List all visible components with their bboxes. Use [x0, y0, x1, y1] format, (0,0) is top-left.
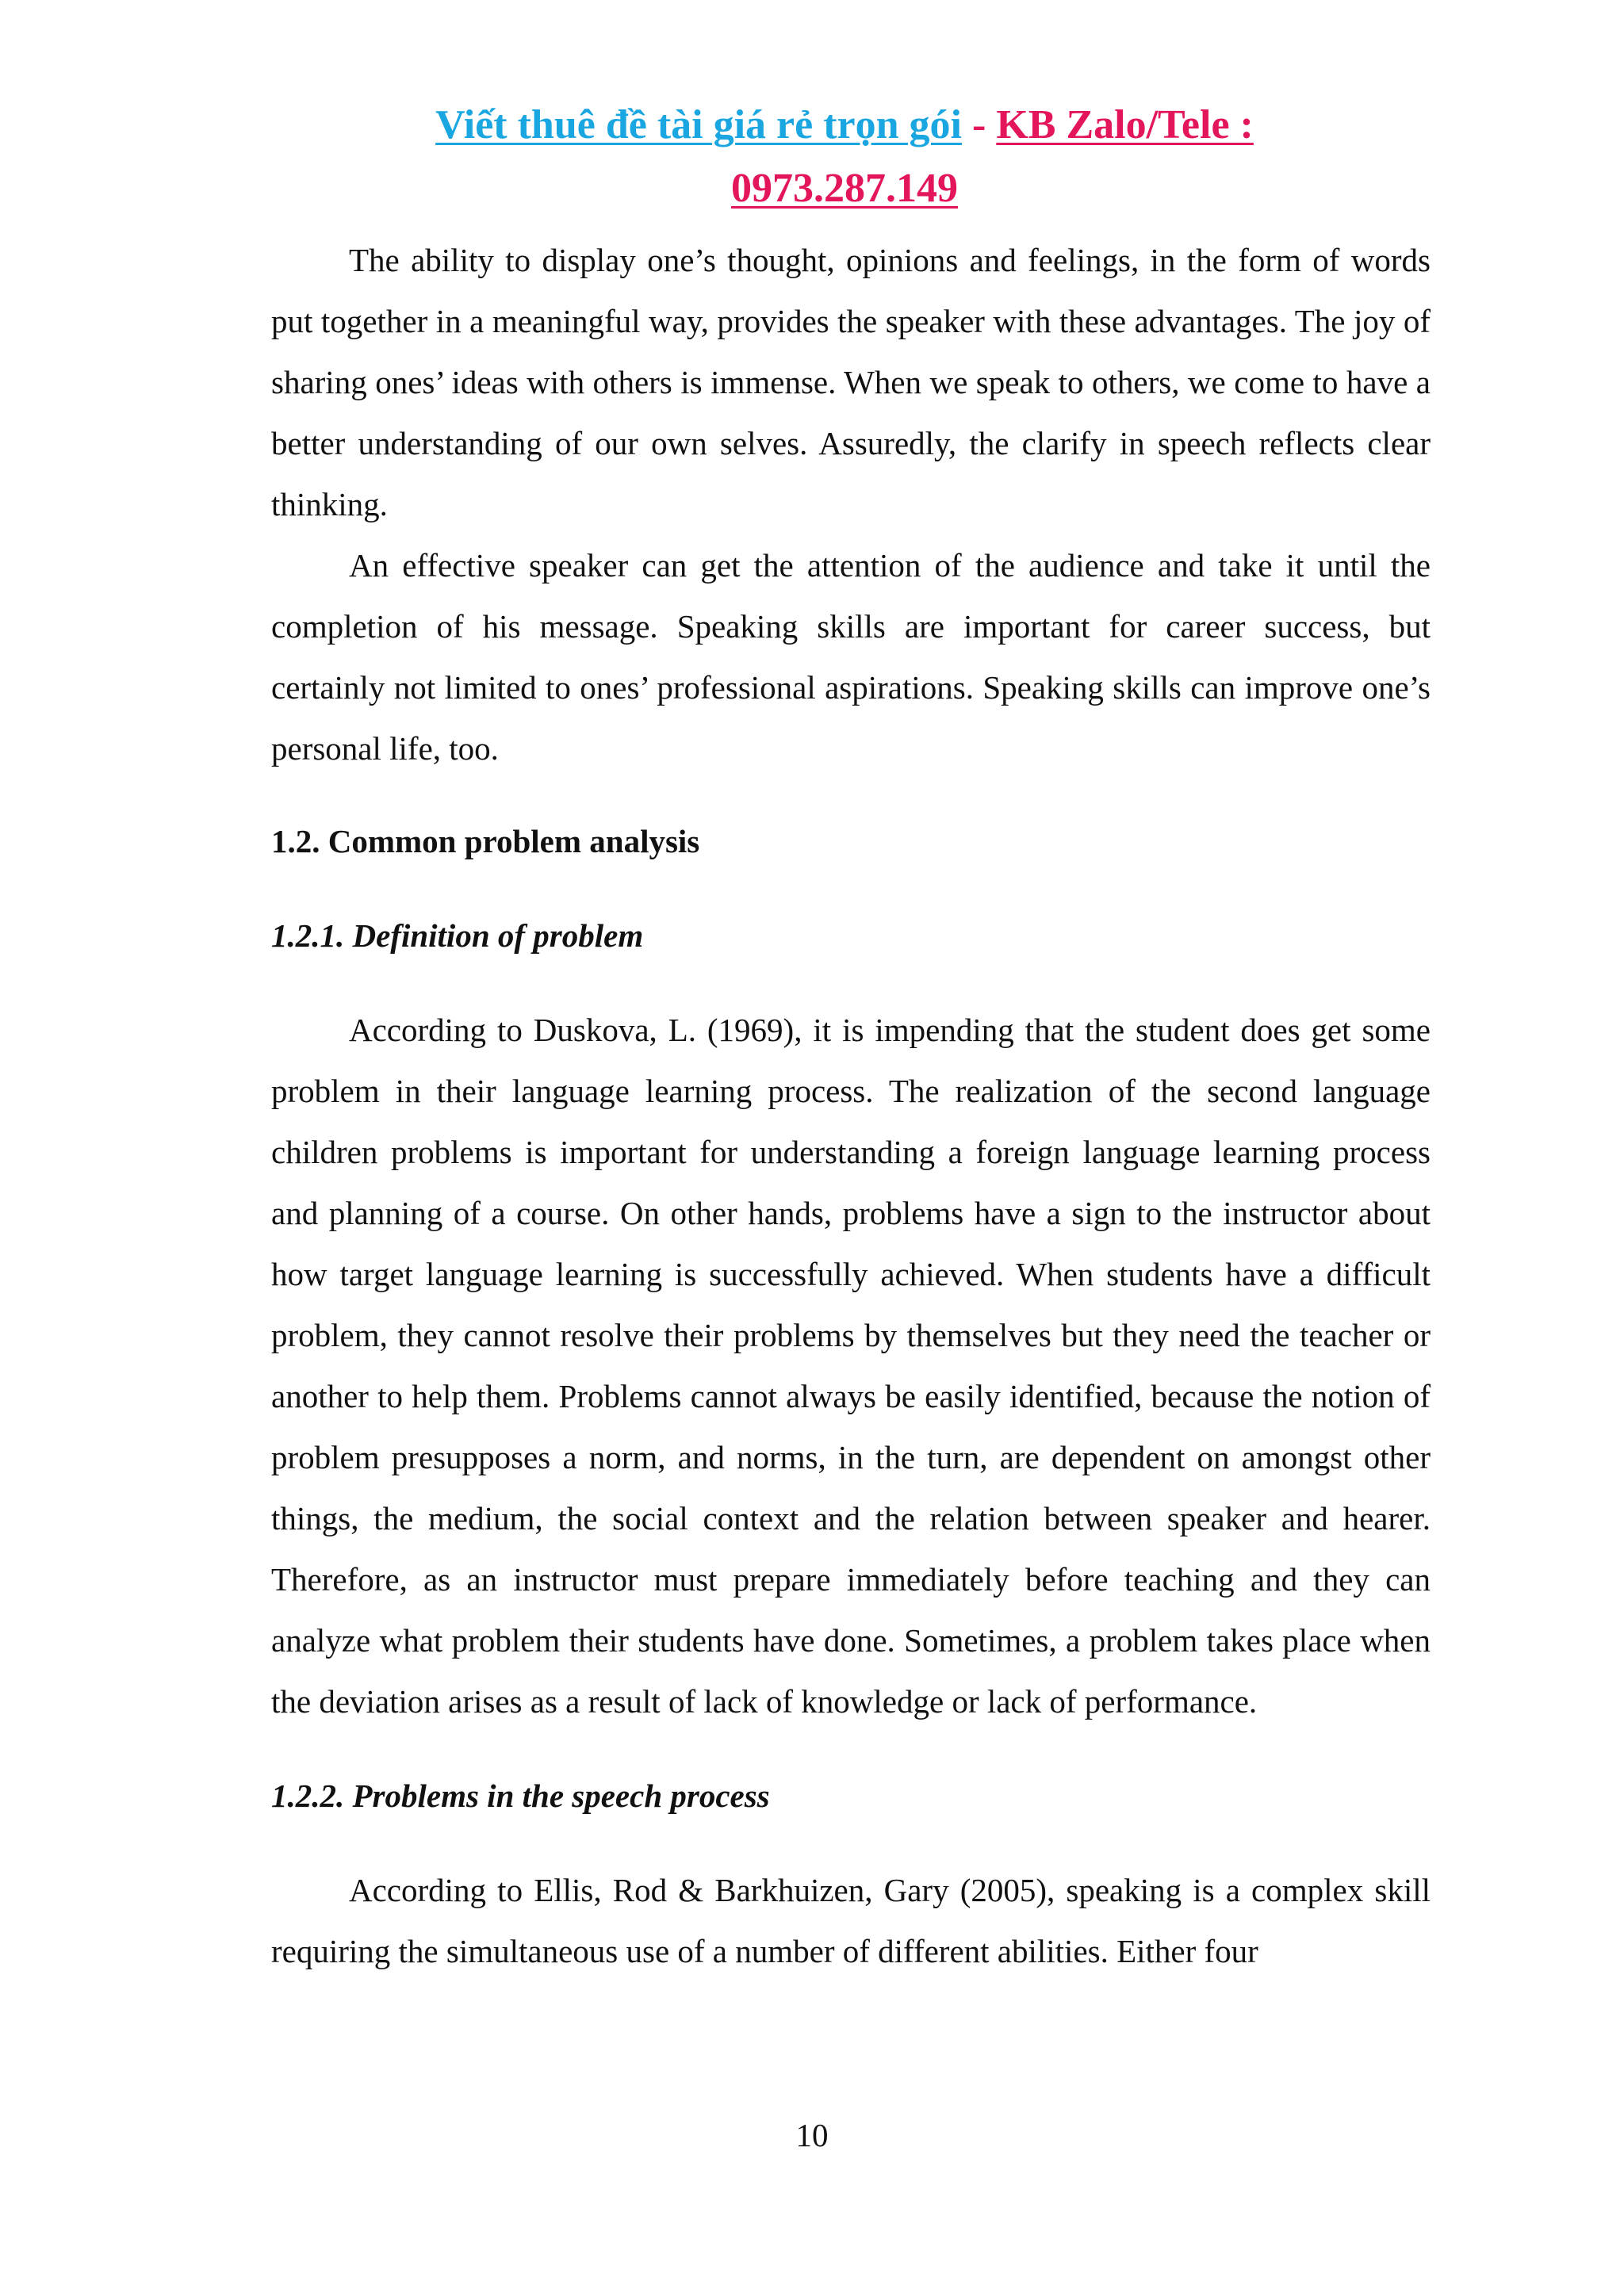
- promo-banner: [270, 94, 1419, 220]
- subsection-heading-1-2-2: 1.2.2. Problems in the speech process: [271, 1777, 770, 1814]
- promo-link[interactable]: Viết thuê đề tài giá rẻ trọn gói: [435, 102, 962, 147]
- phone-link[interactable]: 0973.287.149: [731, 166, 958, 211]
- subsection-heading-1-2-1: 1.2.1. Definition of problem: [271, 917, 644, 954]
- banner-separator: -: [961, 102, 997, 147]
- paragraph-definition-of-problem: According to Duskova, L. (1969), it is impending that the student does get some problem in their language learning process. The realization of the second language children problems is important for understanding a foreign language learning process and planning of a course. On other hands, problems have a sign to the instructor about how target language learning is successfully achieved. When students have a difficult problem, they cannot resolve their problems by themselves but they need the teacher or another to help them. Problems cannot always be easily identified, because the notion of problem presupposes a norm, and norms, in the turn, are dependent on amongst other things, the medium, the social context and the relation between speaker and hearer. Therefore, as an instructor must prepare immediately before teaching and they can analyze what problem their students have done. Sometimes, a problem takes place when the deviation arises as a result of lack of knowledge or lack of performance.: [271, 1012, 1431, 1720]
- paragraph-speech-process: According to Ellis, Rod & Barkhuizen, Gary (2005), speaking is a complex skill requiring the simultaneous use of a number of different abilities. Either four: [271, 1872, 1431, 1969]
- section-heading-1-2: 1.2. Common problem analysis: [271, 823, 700, 859]
- contact-link[interactable]: KB Zalo/Tele :: [996, 102, 1254, 147]
- page-content: [271, 230, 1431, 1982]
- paragraph-effective-speaker: An effective speaker can get the attention of the audience and take it until the completion of his message. Speaking skills are important for career success, but certainly not limited to ones’ professional aspirations. Speaking skills can improve one’s personal life, too.: [271, 547, 1431, 767]
- paragraph-speaking-advantages: The ability to display one’s thought, opinions and feelings, in the form of words put together in a meaningful way, provides the speaker with these advantages. The joy of sharing ones’ ideas with others is immense. When we speak to others, we come to have a better understanding of our own selves. Assuredly, the clarify in speech reflects clear thinking.: [271, 242, 1431, 522]
- page-number: 10: [795, 2117, 829, 2153]
